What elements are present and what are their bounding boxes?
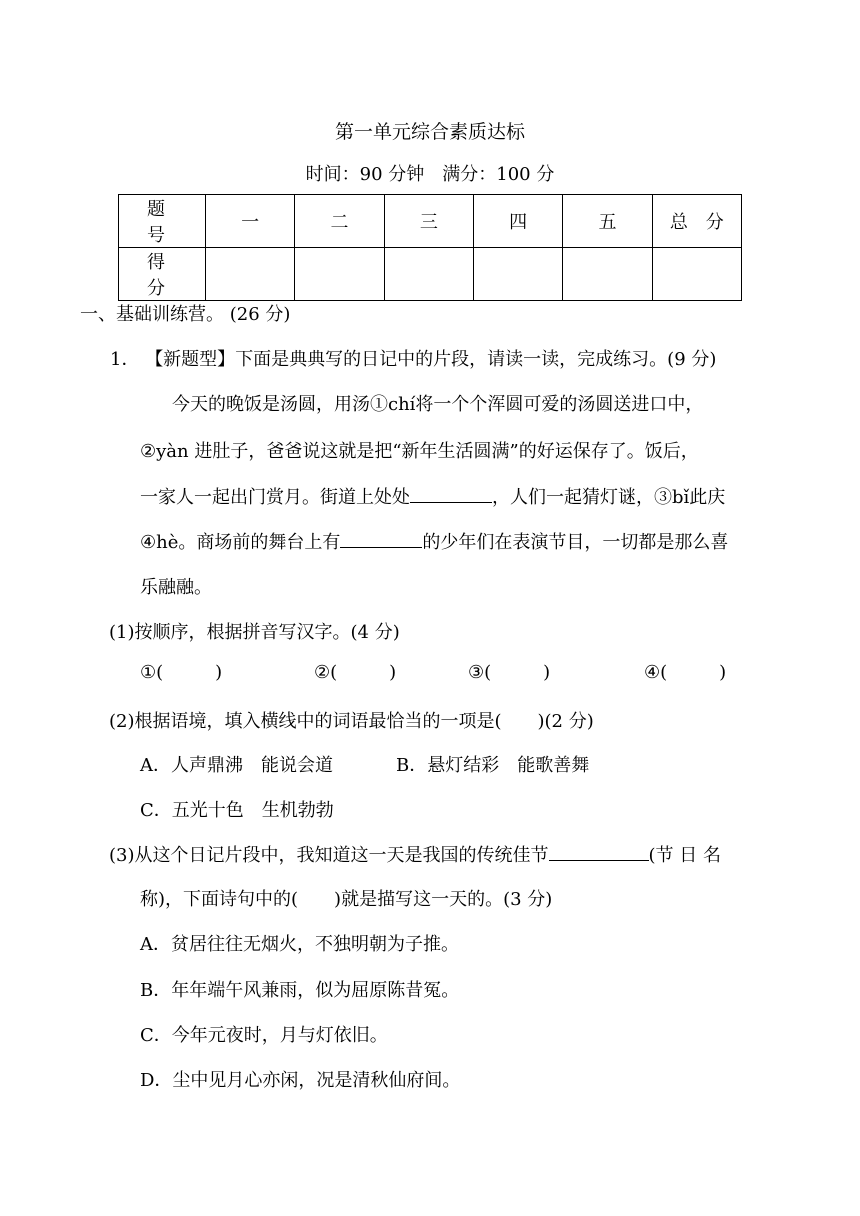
passage-line [140,528,728,554]
section-heading: 一、基础训练营。 (26 分) [80,304,291,325]
blank-close: ) [389,662,397,683]
score-cell[interactable] [206,248,295,301]
passage-line: 乐融融。 [140,577,212,598]
subquestion-2: (2)根据语境，填入横线中的词语最恰当的一项是( )(2 分) [109,711,594,732]
option-a[interactable]: A．人声鼎沸 能说会道 [140,755,333,776]
passage-text: 的少年们在表演节目，一切都是那么喜 [422,532,729,553]
score-cell[interactable] [295,248,384,301]
passage-text: ④hè。商场前的舞台上有 [140,532,341,553]
blank-label: ①( [140,662,164,683]
subquestion-3 [109,841,721,867]
blank-label: ③( [468,662,492,683]
subquestion-1: (1)按顺序，根据拼音写汉字。(4 分) [109,622,400,643]
question-number: 1． [110,349,140,370]
fill-blank-1[interactable] [410,483,492,503]
pinyin-answer-blank-3[interactable] [468,662,550,683]
blank-label: ④( [644,662,668,683]
option-a[interactable]: A．贫居往往无烟火，不独明朝为子推。 [140,934,459,955]
pinyin-answer-blank-2[interactable] [314,662,396,683]
score-table-header-label: 题 号 [119,195,206,248]
blank-close: ) [543,662,551,683]
score-cell[interactable] [652,248,741,301]
option-b[interactable]: B．年年端午风兼雨，似为屈原陈昔冤。 [140,980,460,1001]
pinyin-answer-blank-1[interactable] [140,662,222,683]
festival-name-blank[interactable] [549,841,649,861]
score-table-header-cell: 三 [384,195,473,248]
blank-label: ②( [314,662,338,683]
option-d[interactable]: D．尘中见月心亦闲，况是清秋仙府间。 [140,1070,461,1091]
blank-close: ) [719,662,727,683]
score-table-score-row [119,248,742,301]
option-c[interactable]: C．今年元夜时，月与灯依旧。 [140,1025,388,1046]
score-table-row-label: 得 分 [119,248,206,301]
passage-text: 一家人一起出门赏月。街道上处处 [140,487,410,508]
score-cell[interactable] [384,248,473,301]
option-c[interactable]: C．五光十色 生机勃勃 [140,800,334,821]
subquestion-text: (节 日 名 [648,845,721,866]
question-prompt: 下面是典典写的日记中的片段，请读一读，完成练习。(9 分) [235,349,717,370]
score-table-header-cell: 五 [563,195,652,248]
passage-line [140,483,725,509]
passage-text: ，人们一起猜灯谜，③bǐ此庆 [492,487,726,508]
score-table [118,194,742,301]
score-table-header-cell: 二 [295,195,384,248]
score-table-header-cell: 四 [473,195,562,248]
score-table-header-row [119,195,742,248]
score-table-header-cell: 一 [206,195,295,248]
exam-time-score: 时间：90 分钟 满分：100 分 [305,164,555,185]
passage-line: 今天的晚饭是汤圆，用汤①chí将一个个浑圆可爱的汤圆送进口中， [172,394,704,415]
page-title: 第一单元综合素质达标 [334,121,525,143]
score-cell[interactable] [473,248,562,301]
score-table-header-cell: 总 分 [652,195,741,248]
score-cell[interactable] [563,248,652,301]
passage-line: ②yàn 进肚子，爸爸说这就是把“新年生活圆满”的好运保存了。饭后， [140,441,699,462]
blank-close: ) [215,662,223,683]
subquestion-3-cont: 称)，下面诗句中的( )就是描写这一天的。(3 分) [140,889,553,910]
subquestion-text: (3)从这个日记片段中，我知道这一天是我国的传统佳节 [109,845,549,866]
option-b[interactable]: B．悬灯结彩 能歌善舞 [396,755,590,776]
fill-blank-2[interactable] [340,528,422,548]
pinyin-answer-blank-4[interactable] [644,662,726,683]
question-tag: 【新题型】 [145,349,236,370]
question-1-stem [110,345,716,371]
